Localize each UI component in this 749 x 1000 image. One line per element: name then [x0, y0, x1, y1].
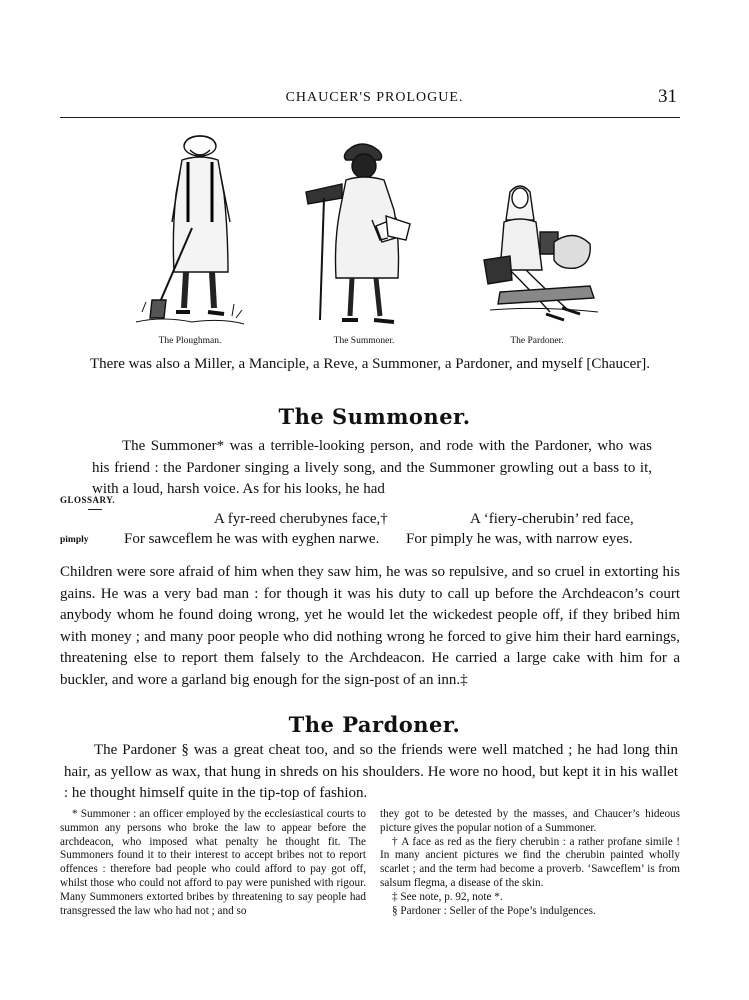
- summoner-illustration: [302, 140, 422, 335]
- pardoner-illustration: [480, 180, 600, 335]
- figure-caption-ploughman: The Ploughman.: [158, 336, 222, 346]
- footnote-double-dagger: ‡ See note, p. 92, note *.: [392, 890, 503, 903]
- footnote-section: § Pardoner : Seller of the Pope’s indulgences.: [392, 904, 596, 917]
- figure-caption-summoner: The Summoner.: [333, 336, 395, 346]
- figure-caption-pardoner: The Pardoner.: [510, 336, 564, 346]
- footnotes-left: [60, 808, 366, 918]
- footnote-continuation: they got to be detested by the masses, and Chaucer’s hideous picture gives the popular notion of a Summoner.: [380, 808, 680, 834]
- pardoner-heading: The Pardoner.: [288, 712, 461, 737]
- summoner-heading: The Summoner.: [278, 404, 471, 429]
- glossary-label: GLOSSARY.: [60, 495, 116, 505]
- footnote-summoner: * Summoner : an officer employed by the ecclesiastical courts to summon any persons who broke the law to appear before the archdeacon, who imposed what penalty he thought fit. The Summoners found it to their interest to accept bribes not to report offences : therefore bad people who could afford to pay got off, whilst those who could not afford to pay were punished with rigour. Many Summoners extorted bribes by threatening to say people had transgressed the law who had not ; and so: [60, 808, 366, 917]
- pardoner-paragraph-1: The Pardoner § was a great cheat too, and so the friends were well matched ; he had long thin hair, as yellow as wax, that hung in shreds on his shoulders. He wore no hood, but kept it in his wallet : he thought himself quite in the tip-top of fashion.: [64, 742, 678, 801]
- verse-line-1-old: A fyr-reed cherubynes face,†: [214, 511, 388, 527]
- intro-line: There was also a Miller, a Manciple, a Reve, a Summoner, a Pardoner, and myself [Chaucer].: [89, 356, 651, 372]
- verse-line-2-new: For pimply he was, with narrow eyes.: [406, 531, 633, 547]
- page-number: 31: [658, 86, 677, 107]
- running-head: CHAUCER'S PROLOGUE.: [285, 90, 464, 105]
- glossary-rule: [88, 509, 102, 510]
- footnotes-right: [380, 808, 680, 918]
- header-rule: [60, 117, 680, 118]
- summoner-paragraph-2: Children were sore afraid of him when they saw him, he was so repulsive, and so cruel in extorting his gains. He was a very bad man : for though it was his duty to call up before the Archdeacon’s court anybody whom he found doing wrong, yet he would let the wickedest people off, if they bribed him with money ; and many poor people who did nothing wrong he forced to give him their hard earnings, threatening else to report them falsely to the Archdeacon. He carried a large cake with him for a buckler, and wore a garland big enough for the sign-post of an inn.‡: [60, 564, 680, 688]
- verse-line-1-new: A ‘fiery-cherubin’ red face,: [470, 511, 634, 527]
- ploughman-illustration: [132, 132, 247, 332]
- summoner-paragraph-1: The Summoner* was a terrible-looking person, and rode with the Pardoner, who was his friend : the Pardoner singing a lively song, and the Summoner growling out a bass to it, with a loud, harsh voice. As for his looks, he had: [92, 438, 652, 497]
- verse-line-2-old: For sawceflem he was with eyghen narwe.: [124, 531, 380, 547]
- footnote-dagger: † A face as red as the fiery cherubin : a rather profane simile ! In many ancient pictures we find the cherubin painted wholly scarlet ; and the term had become a proverb. ‘Sawceflem’ is from salsum flegma, a disease of the skin.: [380, 835, 680, 889]
- gloss-word: pimply: [60, 535, 89, 545]
